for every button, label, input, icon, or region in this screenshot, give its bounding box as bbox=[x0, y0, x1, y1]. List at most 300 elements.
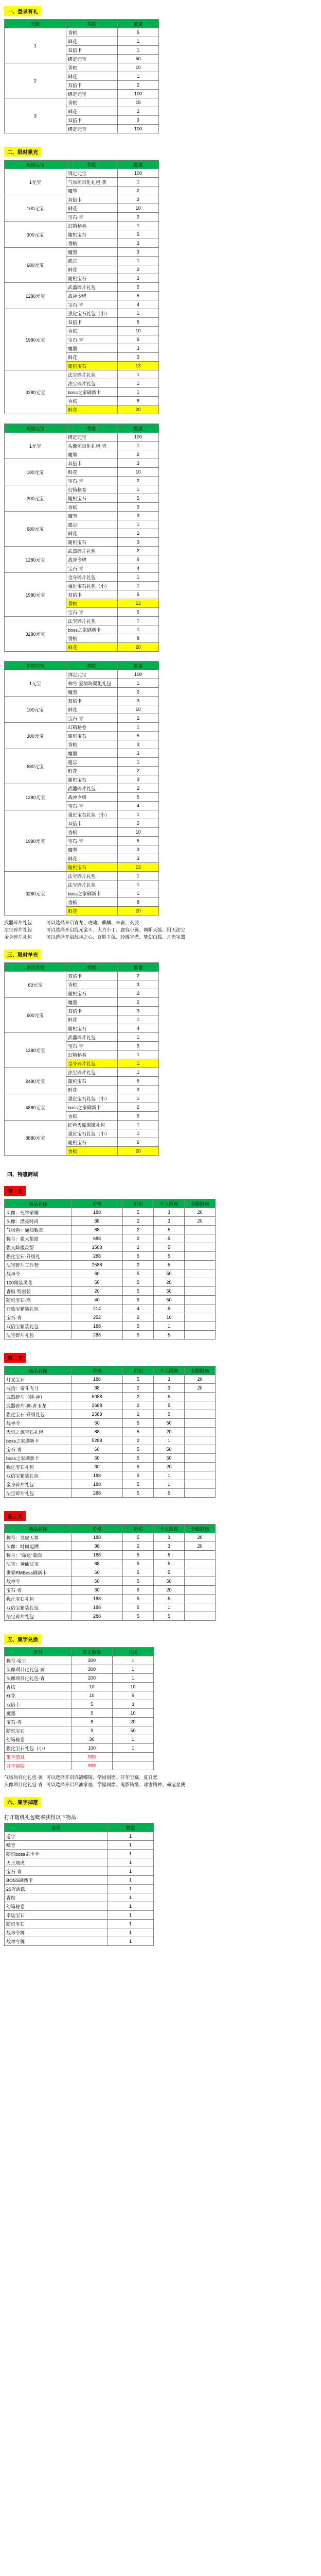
section-title-login: 一、登录有礼 bbox=[4, 6, 41, 16]
table-row bbox=[5, 1683, 154, 1691]
header-out: 兑出 bbox=[113, 1648, 154, 1656]
group-label: 2480元宝 bbox=[5, 1068, 66, 1094]
note-key: 头像项目化礼包·青 bbox=[4, 1782, 43, 1787]
table-row bbox=[5, 485, 159, 494]
value-cell bbox=[185, 1313, 216, 1322]
reward-cell: 宝石·青 bbox=[66, 477, 118, 485]
reward-cell: 鲜花 bbox=[66, 265, 118, 274]
value-cell: 20 bbox=[185, 1208, 216, 1217]
item-name: 随机宝石 bbox=[5, 1920, 108, 1928]
reward-cell: 鲜花 bbox=[66, 854, 118, 863]
product-name: 气场卷：通知数章 bbox=[5, 1226, 72, 1234]
value-cell: 5 bbox=[154, 1489, 185, 1498]
product-name: 战神令 bbox=[5, 1419, 72, 1428]
qty-cell: 3 bbox=[118, 248, 159, 257]
reward-cell: 双倍卡 bbox=[66, 1007, 118, 1015]
table-row bbox=[5, 1577, 216, 1586]
qty-cell: 3 bbox=[118, 353, 159, 362]
qty-cell: 5 bbox=[118, 230, 159, 239]
value-cell: 60 bbox=[72, 1577, 123, 1586]
value-cell bbox=[185, 1410, 216, 1419]
value-cell bbox=[185, 1445, 216, 1454]
value-cell: 5 bbox=[123, 1322, 154, 1331]
header-days: 天数 bbox=[5, 20, 66, 28]
reward-cell: 宝石·青 bbox=[66, 300, 118, 309]
value-cell: 60 bbox=[72, 1269, 123, 1278]
table-row bbox=[5, 1560, 216, 1568]
value-cell: 2 bbox=[123, 1542, 154, 1551]
qty-cell: 20 bbox=[118, 907, 159, 916]
product-name: 开始宝箱装礼包 bbox=[5, 1304, 72, 1313]
qty-cell: 1 bbox=[118, 1015, 159, 1024]
qty-cell: 3 bbox=[118, 116, 159, 125]
qty-cell: 1 bbox=[118, 1050, 159, 1059]
reward-cell: 随机宝石 bbox=[66, 274, 118, 283]
exchange-notes bbox=[4, 1773, 317, 1788]
qty-cell: 3 bbox=[118, 239, 159, 248]
product-name: 强化宝石·升级礼 bbox=[5, 1252, 72, 1261]
table-row bbox=[5, 1709, 154, 1718]
value-cell: 5 bbox=[154, 1331, 185, 1340]
value-cell bbox=[185, 1226, 216, 1234]
value-cell: 2 bbox=[123, 1436, 154, 1445]
value-cell: 3 bbox=[154, 1217, 185, 1226]
reward-cell: 金身碎片礼包 bbox=[66, 1059, 118, 1068]
reward-cell: 战神令牌 bbox=[66, 793, 118, 802]
value-cell: 2 bbox=[123, 1393, 154, 1401]
reward-cell: 宝石·青 bbox=[66, 608, 118, 617]
product-name: 强化宝石礼包 bbox=[5, 1595, 72, 1603]
group-label: 100元宝 bbox=[5, 697, 66, 723]
value-cell: 50 bbox=[154, 1445, 185, 1454]
value-cell: 50 bbox=[72, 1278, 123, 1287]
qty-cell: 3 bbox=[118, 775, 159, 784]
qty-cell: 5 bbox=[118, 1077, 159, 1086]
table-row bbox=[5, 1445, 216, 1454]
qty-cell: 100 bbox=[118, 125, 159, 133]
reward-cell: 绑定元宝 bbox=[66, 90, 118, 98]
value-cell: 288 bbox=[72, 1489, 123, 1498]
qty-cell: 10 bbox=[118, 468, 159, 477]
value-cell: 5 bbox=[123, 1252, 154, 1261]
value-cell: 188 bbox=[72, 1533, 123, 1542]
value-cell: 5 bbox=[123, 1278, 154, 1287]
value-cell: 5 bbox=[123, 1489, 154, 1498]
qty-cell: 1 bbox=[118, 485, 159, 494]
reward-cell: 金身碎片礼包 bbox=[66, 573, 118, 582]
reward-cell: 鲜花 bbox=[66, 468, 118, 477]
product-name: 称号：强大帮派 bbox=[5, 1234, 72, 1243]
reward-cell: 宝石·青 bbox=[66, 714, 118, 723]
value-cell: 5 bbox=[123, 1551, 154, 1560]
table-row bbox=[5, 1121, 159, 1129]
group-label: 100元宝 bbox=[5, 459, 66, 485]
reward-cell: 随机宝石 bbox=[66, 230, 118, 239]
reward-cell: boss之家刷新卡 bbox=[66, 889, 118, 898]
table-row bbox=[5, 872, 159, 880]
column-header: 价格 bbox=[72, 1366, 123, 1375]
product-name: 法宝碎片三件套 bbox=[5, 1261, 72, 1269]
table-row bbox=[5, 433, 159, 442]
value-cell bbox=[185, 1577, 216, 1586]
group-label: 300元宝 bbox=[5, 723, 66, 749]
qty-cell: 5 bbox=[118, 608, 159, 617]
product-name: 战神令 bbox=[5, 1269, 72, 1278]
table-row bbox=[5, 1296, 216, 1304]
reward-cell: 战神令牌 bbox=[66, 555, 118, 564]
reward-cell: 遗忘 bbox=[66, 257, 118, 265]
qty-cell: 3 bbox=[118, 740, 159, 749]
value-cell: 5 bbox=[154, 1304, 185, 1313]
value-cell: 5 bbox=[123, 1208, 154, 1217]
reward-cell: 双倍卡 bbox=[66, 819, 118, 828]
qty-cell: 1 bbox=[118, 889, 159, 898]
reward-cell: 幻箱秘卷 bbox=[66, 1050, 118, 1059]
value-cell: 5 bbox=[123, 1568, 154, 1577]
value-cell: 5 bbox=[154, 1234, 185, 1243]
recharge-table bbox=[4, 661, 159, 916]
product-name: 强化宝石礼包 bbox=[5, 1463, 72, 1471]
reward-cell: 法宝碎片礼包 bbox=[66, 1068, 118, 1077]
table-row bbox=[5, 547, 159, 555]
value-cell: 1 bbox=[113, 1735, 154, 1744]
product-name: 法宝：神仙法宝 bbox=[5, 1560, 72, 1568]
qty-cell: 1 bbox=[118, 309, 159, 318]
note-key: 武器碎片礼包 bbox=[4, 920, 32, 925]
reward-cell: 绑定元宝 bbox=[66, 55, 118, 63]
note-row bbox=[4, 926, 317, 933]
qty-cell: 13 bbox=[118, 863, 159, 872]
value-cell: 20 bbox=[154, 1463, 185, 1471]
note-value: 可以选择开启混元金斗、大力小丁、鹿容小翼、朝阳天弧、阳天法宝 bbox=[46, 927, 186, 933]
reward-cell: 香槟 bbox=[66, 239, 118, 248]
qty-cell: 1 bbox=[118, 679, 159, 688]
qty-cell: 2 bbox=[118, 784, 159, 793]
section-title-drops: 六、集字掉落 bbox=[4, 1797, 41, 1807]
table-row bbox=[5, 63, 159, 72]
table-row bbox=[5, 1489, 216, 1498]
value-cell: 188 bbox=[72, 1551, 123, 1560]
qty-cell: 1 bbox=[118, 370, 159, 379]
reward-cell: 称号·爱情海翼化礼包 bbox=[66, 679, 118, 688]
value-cell: 2688 bbox=[72, 1401, 123, 1410]
value-cell: 50 bbox=[154, 1287, 185, 1296]
qty-cell: 50 bbox=[118, 55, 159, 63]
value-cell: 188 bbox=[72, 1471, 123, 1480]
table-row bbox=[5, 1691, 154, 1700]
value-cell bbox=[185, 1393, 216, 1401]
value-cell: 5 bbox=[123, 1612, 154, 1621]
value-cell: 50 bbox=[154, 1269, 185, 1278]
table-row bbox=[5, 1674, 154, 1683]
item-name: 称号·帝王 bbox=[5, 1656, 72, 1665]
table-row bbox=[5, 1252, 216, 1261]
table-row bbox=[5, 1094, 159, 1103]
group-label: 1元宝 bbox=[5, 169, 66, 195]
reward-cell: 鲜花 bbox=[66, 643, 118, 652]
reward-cell: 宝石·青 bbox=[66, 802, 118, 810]
column-header: 充值元宝 bbox=[5, 160, 66, 169]
qty-cell: 5 bbox=[118, 292, 159, 300]
table-row bbox=[5, 1261, 216, 1269]
header-item: 道具 bbox=[5, 1823, 108, 1832]
qty-cell: 1 bbox=[118, 257, 159, 265]
reward-cell: 法宝碎片礼包 bbox=[66, 370, 118, 379]
value-cell: 5 bbox=[123, 1595, 154, 1603]
qty-cell: 5 bbox=[118, 590, 159, 599]
qty-cell: 1 bbox=[118, 442, 159, 450]
table-row bbox=[5, 222, 159, 230]
reward-cell: 香槟 bbox=[66, 28, 118, 37]
reward-cell: 香槟 bbox=[66, 599, 118, 608]
reward-cell: 随机宝石 bbox=[66, 494, 118, 503]
value-cell bbox=[185, 1595, 216, 1603]
qty-cell: 5 bbox=[118, 555, 159, 564]
value-cell: 1 bbox=[113, 1656, 154, 1665]
reward-cell: 魔墨 bbox=[66, 749, 118, 758]
value-cell: 88 bbox=[72, 1428, 123, 1436]
qty-cell: 4 bbox=[118, 300, 159, 309]
qty-cell: 1 bbox=[108, 1920, 154, 1928]
value-cell: 20 bbox=[185, 1375, 216, 1384]
group-label: 8880元宝 bbox=[5, 1121, 66, 1156]
group-label: 1 bbox=[5, 28, 66, 63]
table-row bbox=[5, 697, 159, 705]
table-row bbox=[5, 1726, 154, 1735]
reward-cell: 宝石·青 bbox=[66, 1042, 118, 1050]
value-cell: 300 bbox=[72, 1656, 113, 1665]
qty-cell: 3 bbox=[118, 749, 159, 758]
value-cell: 88 bbox=[72, 1542, 123, 1551]
value-cell: 50 bbox=[113, 1726, 154, 1735]
table-row bbox=[5, 1243, 216, 1252]
qty-cell: 5 bbox=[118, 793, 159, 802]
product-name: 法宝碎片礼包 bbox=[5, 1489, 72, 1498]
value-cell: 3 bbox=[72, 1726, 113, 1735]
reward-cell: 宝石·青 bbox=[66, 564, 118, 573]
reward-cell: 武器碎片礼包 bbox=[66, 1033, 118, 1042]
item-name: 魔墨 bbox=[5, 1709, 72, 1718]
qty-cell: 1 bbox=[118, 617, 159, 625]
qty-cell: 5 bbox=[118, 28, 159, 37]
column-header: 商品名称 bbox=[5, 1524, 72, 1533]
value-cell bbox=[185, 1261, 216, 1269]
reward-cell: 香槟 bbox=[66, 634, 118, 643]
value-cell: 5 bbox=[123, 1419, 154, 1428]
table-row bbox=[5, 1832, 154, 1841]
reward-cell: 随机宝石 bbox=[66, 732, 118, 740]
header-item: 道具 bbox=[5, 1648, 72, 1656]
group-label: 1980元宝 bbox=[5, 810, 66, 872]
reward-cell: 鲜花 bbox=[66, 767, 118, 775]
value-cell: 2 bbox=[123, 1226, 154, 1234]
qty-cell: 2 bbox=[118, 972, 159, 980]
group-label: 3280元宝 bbox=[5, 617, 66, 652]
qty-cell: 2 bbox=[118, 547, 159, 555]
table-row bbox=[5, 1226, 216, 1234]
reward-cell: 香槟 bbox=[66, 63, 118, 72]
table-row bbox=[5, 1533, 216, 1542]
value-cell: 88 bbox=[72, 1560, 123, 1568]
value-cell bbox=[185, 1560, 216, 1568]
qty-cell: 2 bbox=[118, 477, 159, 485]
product-name: 金身碎片礼包 bbox=[5, 1480, 72, 1489]
product-name: 双倍宝箱装礼包 bbox=[5, 1322, 72, 1331]
value-cell bbox=[185, 1586, 216, 1595]
value-cell bbox=[185, 1480, 216, 1489]
qty-cell: 2 bbox=[118, 688, 159, 697]
table-row bbox=[5, 1410, 216, 1419]
value-cell bbox=[185, 1489, 216, 1498]
drops-table bbox=[4, 1823, 154, 1946]
note-row bbox=[4, 933, 317, 940]
reward-cell: 气场项目化礼包·黄 bbox=[66, 178, 118, 187]
table-row bbox=[5, 1313, 216, 1322]
table-row bbox=[5, 1568, 216, 1577]
value-cell: 5 bbox=[123, 1560, 154, 1568]
value-cell: 88 bbox=[72, 1226, 123, 1234]
value-cell: 288 bbox=[72, 1331, 123, 1340]
table-row bbox=[5, 1920, 154, 1928]
product-name: 宝石·青 bbox=[5, 1313, 72, 1322]
reward-cell: 魔墨 bbox=[66, 187, 118, 195]
table-row bbox=[5, 1480, 216, 1489]
table-row bbox=[5, 1234, 216, 1243]
value-cell bbox=[185, 1278, 216, 1287]
value-cell: 300 bbox=[72, 1665, 113, 1674]
group-label: 100元宝 bbox=[5, 195, 66, 222]
group-label: 600元宝 bbox=[5, 998, 66, 1033]
shop-table bbox=[4, 1199, 216, 1340]
qty-cell: 3 bbox=[118, 1007, 159, 1015]
reward-cell: 鲜花 bbox=[66, 353, 118, 362]
product-name: 武器碎片（特·神） bbox=[5, 1393, 72, 1401]
column-header: 商品名称 bbox=[5, 1366, 72, 1375]
qty-cell: 1 bbox=[118, 388, 159, 397]
value-cell: 1 bbox=[154, 1603, 185, 1612]
product-name: 法宝碎片礼包 bbox=[5, 1612, 72, 1621]
value-cell: 2 bbox=[123, 1401, 154, 1410]
value-cell bbox=[185, 1454, 216, 1463]
value-cell: 5 bbox=[154, 1612, 185, 1621]
reward-cell: 香槟 bbox=[66, 397, 118, 405]
product-name: 称号："命运"蒙面 bbox=[5, 1551, 72, 1560]
qty-cell: 3 bbox=[118, 538, 159, 547]
table-row bbox=[5, 1753, 154, 1761]
qty-cell: 3 bbox=[118, 274, 159, 283]
reward-cell: 强化宝石礼包（小） bbox=[66, 1129, 118, 1138]
reward-cell: 随机宝石 bbox=[66, 1077, 118, 1086]
value-cell: 1 bbox=[154, 1436, 185, 1445]
value-cell: 2 bbox=[123, 1313, 154, 1322]
qty-cell: 1 bbox=[108, 1841, 154, 1850]
qty-cell: 13 bbox=[118, 362, 159, 370]
value-cell: 1 bbox=[154, 1322, 185, 1331]
table-row bbox=[5, 1718, 154, 1726]
qty-cell: 13 bbox=[118, 599, 159, 608]
value-cell: 188 bbox=[72, 1595, 123, 1603]
reward-cell: 魔墨 bbox=[66, 845, 118, 854]
table-row bbox=[5, 459, 159, 468]
table-row bbox=[5, 1586, 216, 1595]
value-cell: 3 bbox=[154, 1208, 185, 1217]
exchange-table bbox=[4, 1647, 154, 1770]
reward-cell: 幻箱秘卷 bbox=[66, 485, 118, 494]
reward-cell: 鲜花 bbox=[66, 529, 118, 538]
column-header: 充值元宝 bbox=[5, 662, 66, 670]
table-row bbox=[5, 1208, 216, 1217]
column-header: 个人限购 bbox=[154, 1199, 185, 1208]
item-name: 宝石·青 bbox=[5, 1867, 108, 1876]
qty-cell: 3 bbox=[118, 1086, 159, 1094]
note-value: 可以选择开启兵油家福、学园同窗、鬼影钻缘、冰雪精神、命运星使 bbox=[46, 1782, 186, 1787]
value-cell bbox=[185, 1428, 216, 1436]
qty-cell: 2 bbox=[118, 187, 159, 195]
value-cell bbox=[185, 1419, 216, 1428]
value-cell: 20 bbox=[185, 1533, 216, 1542]
qty-cell: 1 bbox=[118, 810, 159, 819]
qty-cell: 1 bbox=[118, 582, 159, 590]
item-name: 头像项目化礼包·黄 bbox=[5, 1665, 72, 1674]
reward-cell: 魔墨 bbox=[66, 688, 118, 697]
shop-day-title: 第二天 bbox=[4, 1353, 26, 1363]
product-name: 双倍宝箱装礼包 bbox=[5, 1471, 72, 1480]
reward-cell: 香槟 bbox=[66, 980, 118, 989]
column-header: 奖励 bbox=[66, 424, 118, 433]
product-name: 世界RMBoss刷新卡 bbox=[5, 1568, 72, 1577]
item-name: 宝石·青 bbox=[5, 1718, 72, 1726]
group-label: 1280元宝 bbox=[5, 784, 66, 810]
value-cell: 5 bbox=[123, 1471, 154, 1480]
qty-cell: 1 bbox=[118, 872, 159, 880]
value-cell: 999 bbox=[72, 1753, 113, 1761]
header-qty: 数量 bbox=[118, 963, 159, 972]
value-cell: 40 bbox=[72, 1296, 123, 1304]
qty-cell: 5 bbox=[118, 318, 159, 327]
column-header: 个人限购 bbox=[154, 1524, 185, 1533]
qty-cell: 5 bbox=[118, 819, 159, 828]
table-row bbox=[5, 1304, 216, 1313]
qty-cell: 2 bbox=[118, 81, 159, 90]
table-row bbox=[5, 283, 159, 292]
value-cell: 288 bbox=[72, 1252, 123, 1261]
table-row bbox=[5, 512, 159, 520]
value-cell: 2 bbox=[123, 1261, 154, 1269]
group-label: 300元宝 bbox=[5, 222, 66, 248]
reward-cell: 鲜花 bbox=[66, 405, 118, 414]
table-row bbox=[5, 573, 159, 582]
value-cell bbox=[185, 1612, 216, 1621]
value-cell: 2588 bbox=[72, 1261, 123, 1269]
qty-cell: 1 bbox=[118, 520, 159, 529]
qty-cell: 3 bbox=[118, 854, 159, 863]
group-label: 3280元宝 bbox=[5, 370, 66, 414]
table-row bbox=[5, 1928, 154, 1937]
item-name: 战神令牌 bbox=[5, 1928, 108, 1937]
group-label: 680元宝 bbox=[5, 248, 66, 283]
group-label: 3 bbox=[5, 98, 66, 133]
value-cell bbox=[113, 1761, 154, 1770]
reward-cell: 香槟 bbox=[66, 503, 118, 512]
qty-cell: 5 bbox=[118, 732, 159, 740]
reward-cell: 鲜花 bbox=[66, 907, 118, 916]
qty-cell: 2 bbox=[118, 529, 159, 538]
value-cell: 2 bbox=[123, 1410, 154, 1419]
value-cell bbox=[185, 1234, 216, 1243]
table-row bbox=[5, 1542, 216, 1551]
product-name: boss之家刷新卡 bbox=[5, 1436, 72, 1445]
product-name: 戒指：帝斗飞马 bbox=[5, 1384, 72, 1393]
